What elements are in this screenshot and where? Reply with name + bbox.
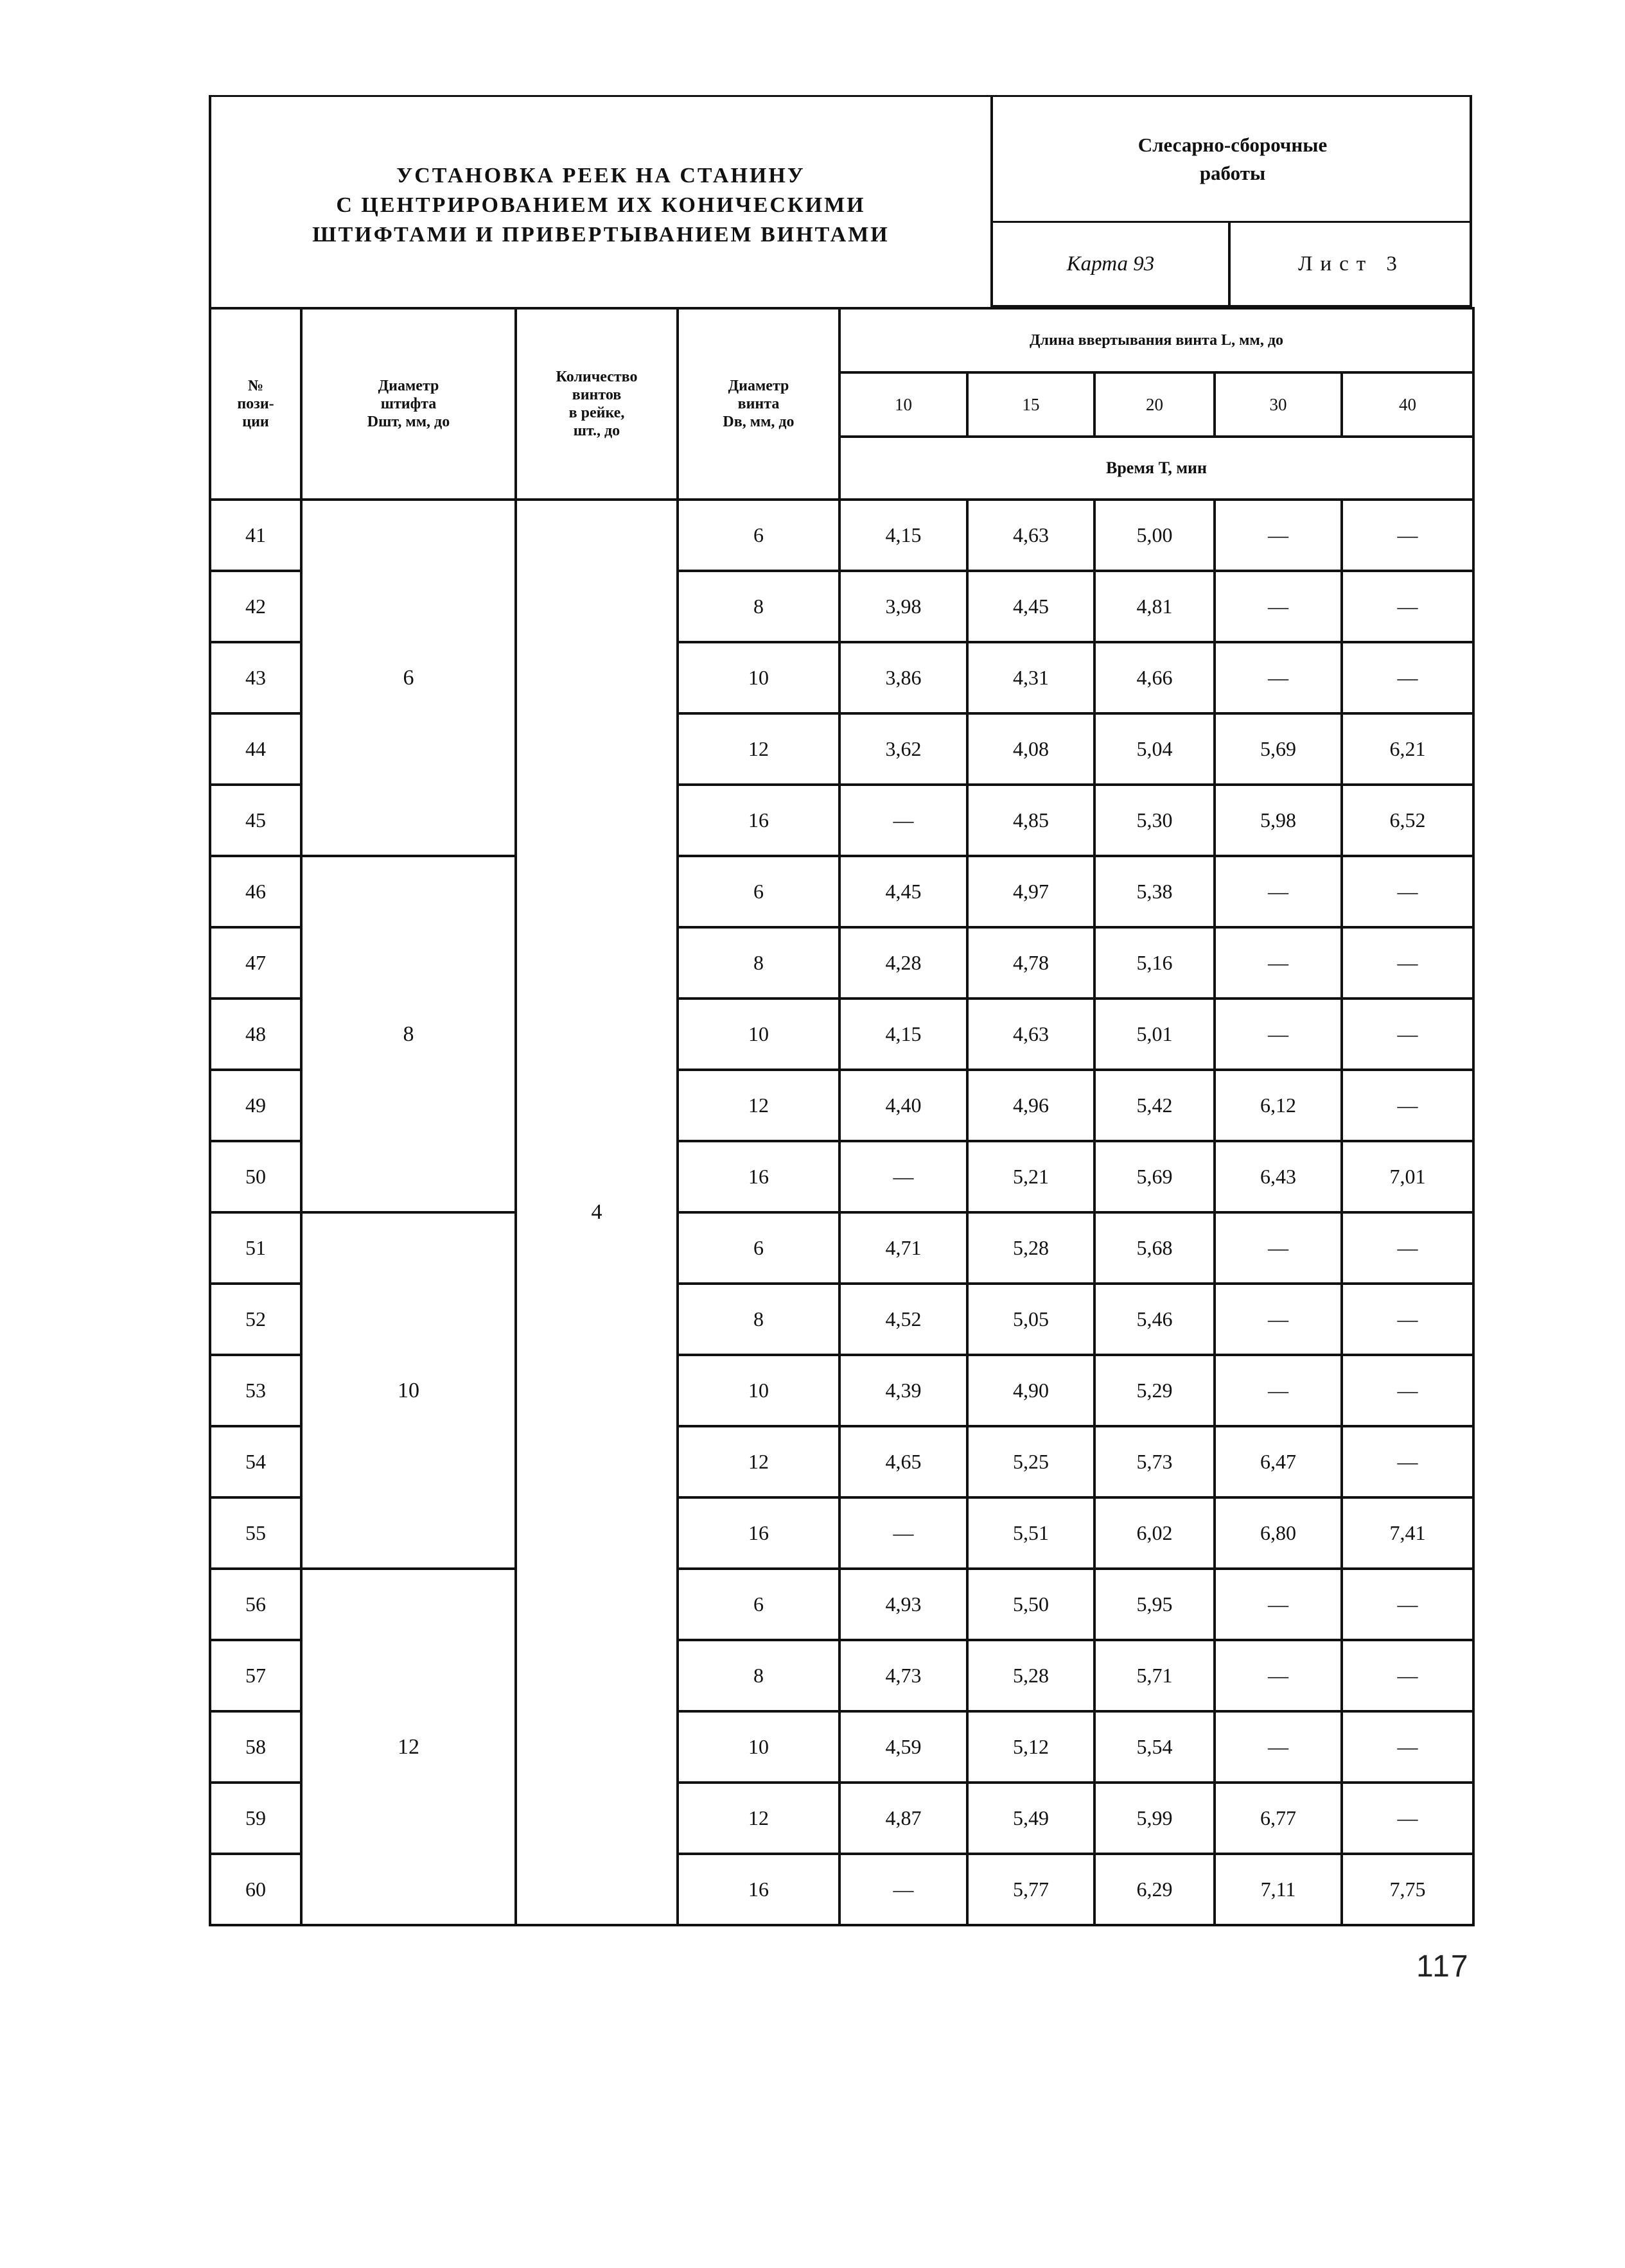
time-cell: 7,11 [1215,1854,1342,1925]
time-cell: — [1215,999,1342,1070]
time-cell: 6,12 [1215,1070,1342,1141]
time-cell: 5,00 [1094,500,1215,571]
screw-diameter-cell: 6 [678,1569,839,1640]
time-cell: 5,04 [1094,713,1215,785]
time-cell: 5,29 [1094,1355,1215,1426]
time-cell: 4,31 [967,642,1094,713]
table-row [210,1212,1473,1284]
time-cell: 6,21 [1342,713,1473,785]
normative-card [209,95,1472,1926]
time-cell: 5,98 [1215,785,1342,856]
time-cell: 7,75 [1342,1854,1473,1925]
time-cell: — [1215,1711,1342,1783]
header-screw-length: Длина ввертывания винта L, мм, до [839,308,1473,372]
time-cell: 4,81 [1094,571,1215,642]
time-cell: — [1215,1212,1342,1284]
table-row [210,1569,1473,1640]
time-cell: — [1342,1070,1473,1141]
time-cell: 3,86 [839,642,967,713]
time-cell: 5,05 [967,1284,1094,1355]
screw-diameter-cell: 16 [678,785,839,856]
time-cell: — [1342,1284,1473,1355]
screw-diameter-cell: 12 [678,1783,839,1854]
screw-diameter-cell: 12 [678,1070,839,1141]
header-length-15: 15 [967,372,1094,437]
screw-diameter-cell: 10 [678,999,839,1070]
time-cell: 3,98 [839,571,967,642]
time-cell: — [1215,1640,1342,1711]
screw-diameter-cell: 8 [678,1640,839,1711]
screw-diameter-cell: 10 [678,1355,839,1426]
time-cell: 4,93 [839,1569,967,1640]
document-title: УСТАНОВКА РЕЕК НА СТАНИНУ С ЦЕНТРИРОВАНИЕМ ИХ КОНИЧЕСКИМИ ШТИФТАМИ И ПРИВЕРТЫВАНИЕМ ВИНТАМИ [211,97,993,307]
time-cell: 4,85 [967,785,1094,856]
time-cell: — [1215,500,1342,571]
position-cell: 51 [210,1212,301,1284]
time-cell: 4,63 [967,999,1094,1070]
title-meta [993,97,1472,307]
time-cell: 4,39 [839,1355,967,1426]
time-cell: — [839,1141,967,1212]
screw-diameter-cell: 8 [678,927,839,999]
time-cell: — [1342,999,1473,1070]
screw-diameter-cell: 12 [678,713,839,785]
time-cell: — [1215,571,1342,642]
time-cell: 4,45 [967,571,1094,642]
position-cell: 55 [210,1497,301,1569]
page-number: 117 [1416,1950,1470,1984]
time-cell: 5,68 [1094,1212,1215,1284]
screw-diameter-cell: 6 [678,856,839,927]
table-body [210,500,1473,1925]
time-cell: — [1342,927,1473,999]
header-screw-diameter: Диаметр винта Dв, мм, до [678,308,839,500]
screw-diameter-cell: 6 [678,1212,839,1284]
header-length-10: 10 [839,372,967,437]
time-cell: 6,77 [1215,1783,1342,1854]
position-cell: 46 [210,856,301,927]
position-cell: 56 [210,1569,301,1640]
position-cell: 47 [210,927,301,999]
position-cell: 43 [210,642,301,713]
table-row [210,856,1473,927]
time-cell: — [839,1854,967,1925]
time-cell: 4,52 [839,1284,967,1355]
header-length-20: 20 [1094,372,1215,437]
position-cell: 50 [210,1141,301,1212]
time-cell: 4,45 [839,856,967,927]
screw-diameter-cell: 12 [678,1426,839,1497]
header-length-40: 40 [1342,372,1473,437]
position-cell: 52 [210,1284,301,1355]
pin-diameter-cell: 8 [301,856,516,1212]
time-cell: 5,99 [1094,1783,1215,1854]
time-cell: — [1342,1355,1473,1426]
time-cell: 5,50 [967,1569,1094,1640]
time-cell: 6,43 [1215,1141,1342,1212]
time-cell: 5,46 [1094,1284,1215,1355]
time-cell: 5,51 [967,1497,1094,1569]
time-cell: 5,25 [967,1426,1094,1497]
time-norms-table [209,307,1475,1926]
time-cell: 5,71 [1094,1640,1215,1711]
time-cell: 7,41 [1342,1497,1473,1569]
table-row [210,500,1473,571]
title-block [209,95,1472,307]
time-cell: — [1342,856,1473,927]
time-cell: 6,29 [1094,1854,1215,1925]
time-cell: 4,96 [967,1070,1094,1141]
time-cell: — [839,1497,967,1569]
time-cell: — [1215,856,1342,927]
time-cell: 4,15 [839,999,967,1070]
time-cell: 5,73 [1094,1426,1215,1497]
pin-diameter-cell: 6 [301,500,516,856]
time-cell: 4,78 [967,927,1094,999]
time-cell: — [1215,1284,1342,1355]
time-cell: — [1342,1426,1473,1497]
pin-diameter-cell: 12 [301,1569,516,1925]
time-cell: — [1342,500,1473,571]
screw-diameter-cell: 16 [678,1497,839,1569]
time-cell: — [1342,1569,1473,1640]
time-cell: 5,12 [967,1711,1094,1783]
position-cell: 60 [210,1854,301,1925]
time-cell: — [1342,1783,1473,1854]
sheet-number: Лист 3 [1298,252,1405,275]
pin-diameter-cell: 10 [301,1212,516,1569]
screw-diameter-cell: 10 [678,642,839,713]
time-cell: 6,47 [1215,1426,1342,1497]
time-cell: 5,16 [1094,927,1215,999]
time-cell: 5,21 [967,1141,1094,1212]
position-cell: 57 [210,1640,301,1711]
position-cell: 54 [210,1426,301,1497]
time-cell: 5,01 [1094,999,1215,1070]
screw-diameter-cell: 8 [678,1284,839,1355]
header-time: Время Т, мин [839,437,1473,500]
time-cell: — [1215,1355,1342,1426]
header-pin-diameter: Диаметр штифта Dшт, мм, до [301,308,516,500]
time-cell: 4,90 [967,1355,1094,1426]
time-cell: 6,02 [1094,1497,1215,1569]
position-cell: 42 [210,571,301,642]
work-type: Слесарно-сборочные работы [993,97,1472,223]
time-cell: 5,42 [1094,1070,1215,1141]
time-cell: 4,15 [839,500,967,571]
time-cell: 4,65 [839,1426,967,1497]
time-cell: — [1215,1569,1342,1640]
time-cell: — [1342,642,1473,713]
time-cell: 4,66 [1094,642,1215,713]
screw-count-cell: 4 [516,500,678,1925]
header-position: № пози- ции [210,308,301,500]
screw-diameter-cell: 6 [678,500,839,571]
time-cell: — [1342,1212,1473,1284]
time-cell: 4,08 [967,713,1094,785]
screw-diameter-cell: 8 [678,571,839,642]
time-cell: 7,01 [1342,1141,1473,1212]
time-cell: 4,63 [967,500,1094,571]
time-cell: 6,80 [1215,1497,1342,1569]
time-cell: 5,49 [967,1783,1094,1854]
time-cell: 4,40 [839,1070,967,1141]
position-cell: 53 [210,1355,301,1426]
time-cell: 3,62 [839,713,967,785]
screw-diameter-cell: 16 [678,1854,839,1925]
time-cell: — [1342,1711,1473,1783]
position-cell: 44 [210,713,301,785]
position-cell: 58 [210,1711,301,1783]
position-cell: 48 [210,999,301,1070]
header-screw-count: Количество винтов в рейке, шт., до [516,308,678,500]
time-cell: 5,69 [1215,713,1342,785]
time-cell: 5,30 [1094,785,1215,856]
position-cell: 59 [210,1783,301,1854]
time-cell: 5,54 [1094,1711,1215,1783]
time-cell: — [1342,571,1473,642]
time-cell: 5,95 [1094,1569,1215,1640]
time-cell: 4,73 [839,1640,967,1711]
time-cell: 4,28 [839,927,967,999]
time-cell: 5,69 [1094,1141,1215,1212]
screw-diameter-cell: 16 [678,1141,839,1212]
time-cell: — [839,785,967,856]
time-cell: 6,52 [1342,785,1473,856]
time-cell: 5,28 [967,1212,1094,1284]
header-length-30: 30 [1215,372,1342,437]
time-cell: — [1342,1640,1473,1711]
time-cell: 4,71 [839,1212,967,1284]
position-cell: 49 [210,1070,301,1141]
time-cell: 5,77 [967,1854,1094,1925]
card-sheet-row [993,223,1472,307]
time-cell: 4,87 [839,1783,967,1854]
time-cell: — [1215,642,1342,713]
position-cell: 41 [210,500,301,571]
position-cell: 45 [210,785,301,856]
time-cell: 4,59 [839,1711,967,1783]
screw-diameter-cell: 10 [678,1711,839,1783]
time-cell: 5,38 [1094,856,1215,927]
time-cell: 4,97 [967,856,1094,927]
time-cell: 5,28 [967,1640,1094,1711]
card-number: Карта 93 [993,223,1231,305]
time-cell: — [1215,927,1342,999]
